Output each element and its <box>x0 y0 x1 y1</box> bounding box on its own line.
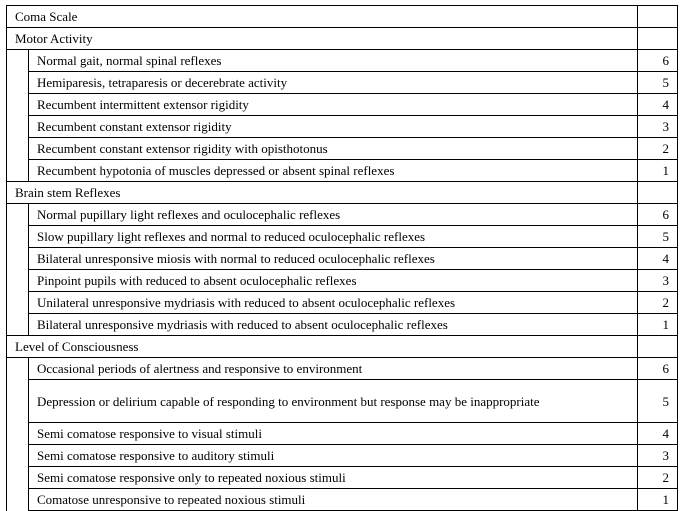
item-score: 5 <box>638 226 678 248</box>
item-description: Semi comatose responsive to auditory stimuli <box>29 445 638 467</box>
item-score: 3 <box>638 445 678 467</box>
item-description: Recumbent hypotonia of muscles depressed or absent spinal reflexes <box>29 160 638 182</box>
table-row <box>7 94 678 116</box>
indent-cell <box>7 160 29 182</box>
section-row <box>7 28 678 50</box>
table-row <box>7 160 678 182</box>
item-description: Semi comatose responsive to visual stimuli <box>29 423 638 445</box>
item-score: 2 <box>638 292 678 314</box>
item-score: 2 <box>638 138 678 160</box>
item-score: 6 <box>638 204 678 226</box>
item-score: 5 <box>638 72 678 94</box>
item-score: 3 <box>638 270 678 292</box>
indent-cell <box>7 248 29 270</box>
indent-cell <box>7 380 29 423</box>
section-score-cell <box>638 28 678 50</box>
table-row <box>7 116 678 138</box>
indent-cell <box>7 72 29 94</box>
item-score: 6 <box>638 358 678 380</box>
section-score-cell <box>638 336 678 358</box>
item-description: Normal gait, normal spinal reflexes <box>29 50 638 72</box>
item-description: Recumbent intermittent extensor rigidity <box>29 94 638 116</box>
table-row <box>7 489 678 511</box>
item-description: Slow pupillary light reflexes and normal to reduced oculocephalic reflexes <box>29 226 638 248</box>
table-row <box>7 292 678 314</box>
item-score: 4 <box>638 423 678 445</box>
item-score: 2 <box>638 467 678 489</box>
table-title: Coma Scale <box>7 6 638 28</box>
item-score: 1 <box>638 489 678 511</box>
item-description: Semi comatose responsive only to repeated noxious stimuli <box>29 467 638 489</box>
table-row <box>7 467 678 489</box>
item-description: Occasional periods of alertness and responsive to environment <box>29 358 638 380</box>
table-row <box>7 50 678 72</box>
table-row <box>7 445 678 467</box>
item-score: 4 <box>638 94 678 116</box>
section-header: Level of Consciousness <box>7 336 638 358</box>
item-score: 3 <box>638 116 678 138</box>
indent-cell <box>7 292 29 314</box>
table-row <box>7 270 678 292</box>
indent-cell <box>7 358 29 380</box>
item-score: 6 <box>638 50 678 72</box>
table-row <box>7 72 678 94</box>
coma-scale-table <box>6 5 678 511</box>
table-body <box>7 6 678 511</box>
indent-cell <box>7 467 29 489</box>
item-description: Pinpoint pupils with reduced to absent oculocephalic reflexes <box>29 270 638 292</box>
table-row <box>7 248 678 270</box>
section-row <box>7 336 678 358</box>
title-score-cell <box>638 6 678 28</box>
item-score: 4 <box>638 248 678 270</box>
item-description: Hemiparesis, tetraparesis or decerebrate activity <box>29 72 638 94</box>
title-row <box>7 6 678 28</box>
item-description: Bilateral unresponsive miosis with normal to reduced oculocephalic reflexes <box>29 248 638 270</box>
table-row <box>7 138 678 160</box>
item-score: 5 <box>638 380 678 423</box>
table-row <box>7 380 678 423</box>
indent-cell <box>7 314 29 336</box>
section-header: Brain stem Reflexes <box>7 182 638 204</box>
item-description: Bilateral unresponsive mydriasis with reduced to absent oculocephalic reflexes <box>29 314 638 336</box>
indent-cell <box>7 270 29 292</box>
section-row <box>7 182 678 204</box>
item-score: 1 <box>638 160 678 182</box>
table-row <box>7 423 678 445</box>
item-description: Recumbent constant extensor rigidity <box>29 116 638 138</box>
item-description: Normal pupillary light reflexes and oculocephalic reflexes <box>29 204 638 226</box>
item-description: Unilateral unresponsive mydriasis with reduced to absent oculocephalic reflexes <box>29 292 638 314</box>
table-row <box>7 226 678 248</box>
section-score-cell <box>638 182 678 204</box>
item-score: 1 <box>638 314 678 336</box>
indent-cell <box>7 445 29 467</box>
item-description: Recumbent constant extensor rigidity with opisthotonus <box>29 138 638 160</box>
table-row <box>7 358 678 380</box>
item-description: Depression or delirium capable of responding to environment but response may be inappropriate <box>29 380 638 423</box>
indent-cell <box>7 423 29 445</box>
indent-cell <box>7 204 29 226</box>
table-row <box>7 204 678 226</box>
table-row <box>7 314 678 336</box>
indent-cell <box>7 116 29 138</box>
item-description: Comatose unresponsive to repeated noxious stimuli <box>29 489 638 511</box>
indent-cell <box>7 94 29 116</box>
indent-cell <box>7 489 29 511</box>
section-header: Motor Activity <box>7 28 638 50</box>
indent-cell <box>7 138 29 160</box>
indent-cell <box>7 50 29 72</box>
indent-cell <box>7 226 29 248</box>
